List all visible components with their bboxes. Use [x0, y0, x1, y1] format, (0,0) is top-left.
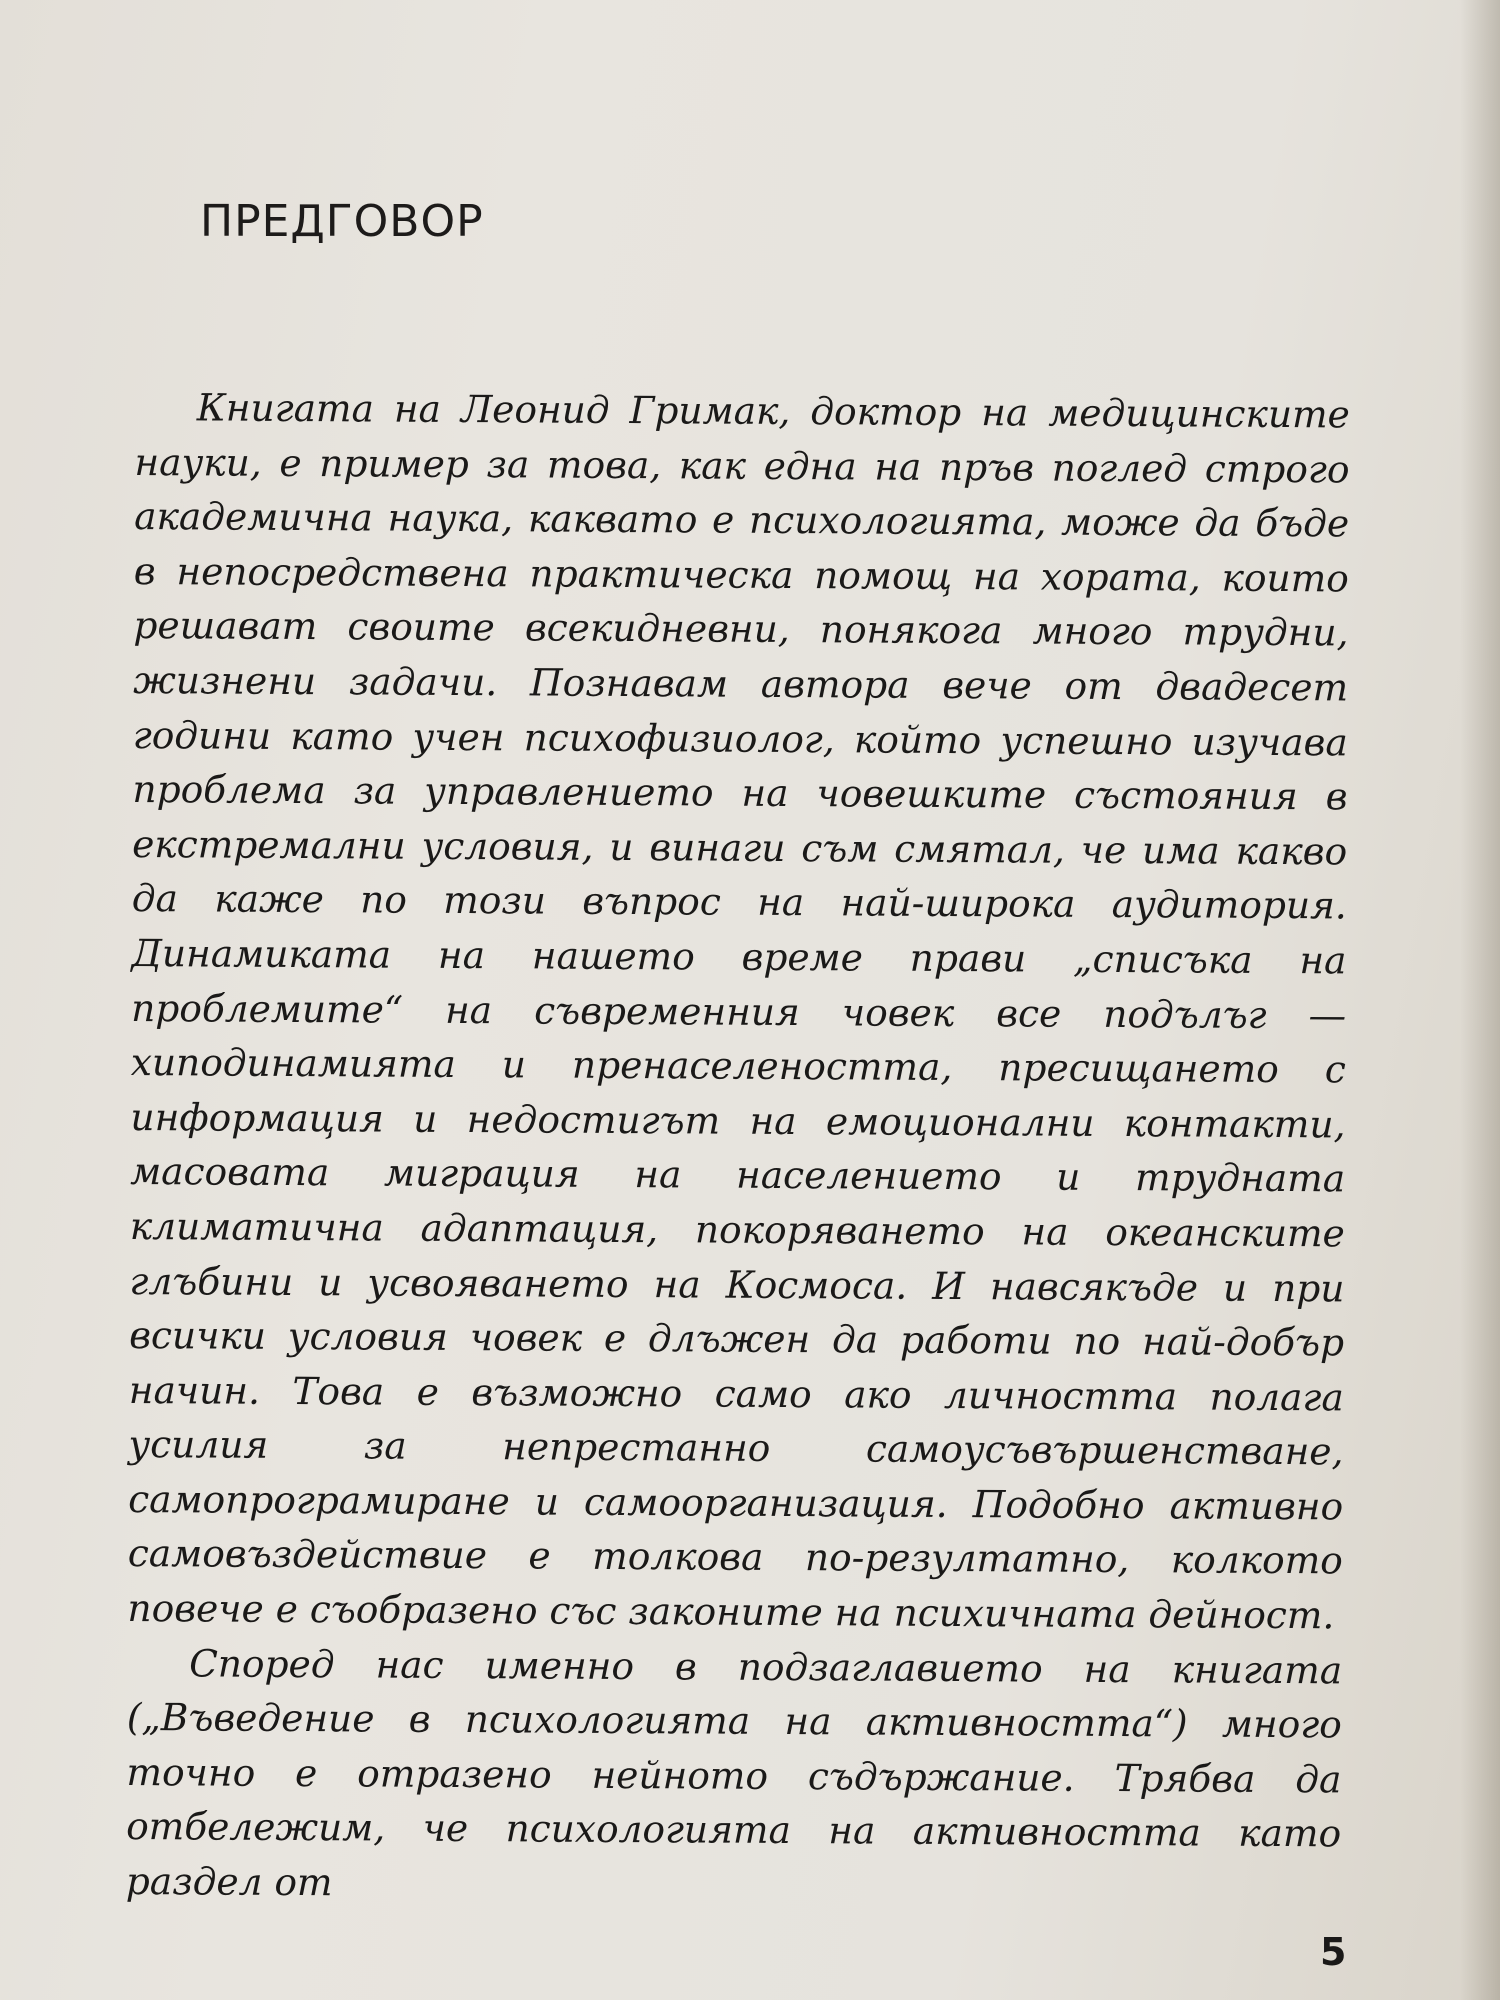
page-heading: ПРЕДГОВОР	[200, 196, 484, 247]
paragraph-2: Според нас именно в подзаглавието на книгата („Въведение в психологията на активността“) много точно е отразено нейното съдържание. Трябва да отбележим, че психологията на активността като раздел от	[125, 1641, 1343, 1905]
bleed-through-text	[700, 60, 1480, 390]
body-text	[126, 380, 1350, 1916]
page-number: 5	[1320, 1930, 1347, 1974]
paragraph-1: Книгата на Леонид Гримак, доктор на медицинските науки, е пример за това, как една на пръв поглед строго академична наука, каквато е психологията, може да бъде в непосредствена практическа помощ на хората, които решават своите всекидневни, понякога много трудни, жизнени задачи. Познавам автора вече от двадесет години като учен психофизиолог, който успешно изучава проблема за управлението на човешките състояния в екстремални условия, и винаги съм смятал, че има какво да каже по този въпрос на най-широка аудитория. Динамиката на нашето време прави „списъка на проблемите“ на съвременния човек все подълъг — хиподинамията и пренаселеността, пресищането с информация и недостигът на емоционални контакти, масовата миграция на населението и трудната климатична адаптация, покоряването на океанските глъбини и усвояването на Космоса. И навсякъде и при всички условия човек е длъжен да работи по най-добър начин. Това е възможно само ако личността полага усилия за непрестанно самоусъвършенстване, самопрограмиране и самоорганизация. Подобно активно самовъздействие е толкова по-резултатно, колкото повече е съобразено със законите на психичната дейност.	[127, 385, 1350, 1638]
